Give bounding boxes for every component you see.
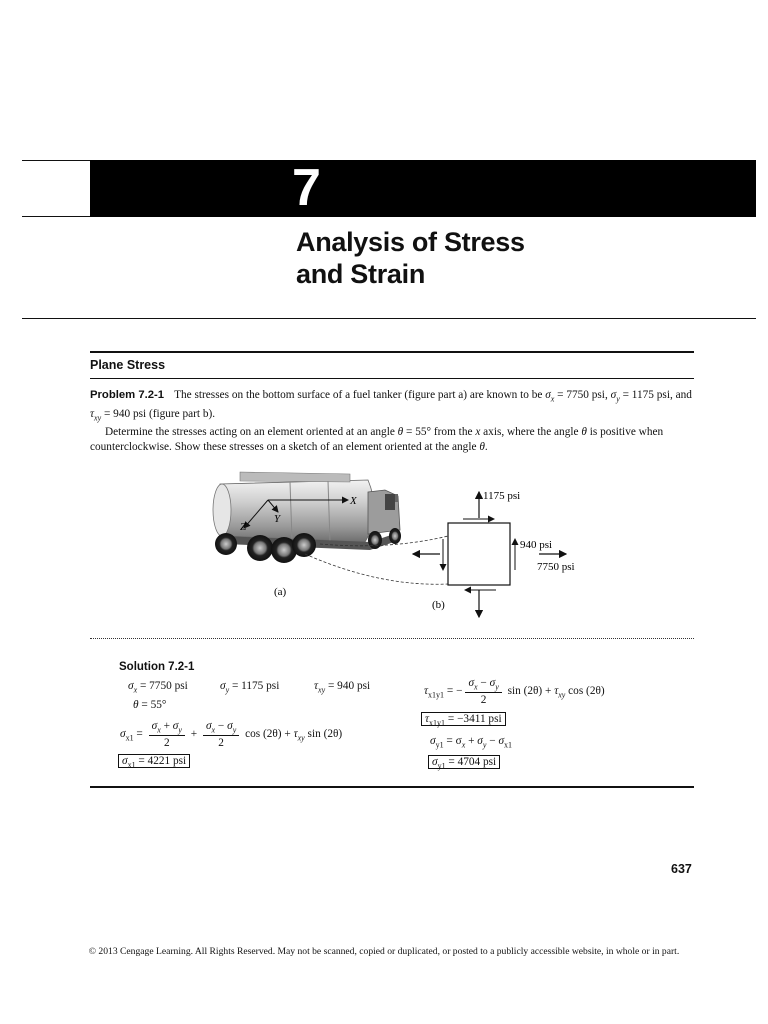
chapter-rule-left-bottom — [22, 216, 90, 217]
fraction-difference: $\frac{\sigma_x - \sigma_y}{2}$ — [203, 720, 239, 749]
problem-paragraph-2 — [90, 425, 694, 454]
copyright-notice: © 2013 Cengage Learning. All Rights Reserved. May not be scanned, copied or duplicated, or posted to a publicly accessible website, in whole or in part. — [88, 946, 680, 957]
problem-statement — [90, 388, 694, 454]
sigma-x1-subscript: x1 — [125, 733, 134, 743]
sigma-x-symbol: $\sigma_x$ — [545, 389, 555, 404]
axis-z-label: Z — [240, 521, 247, 533]
sigma-x-value: 7750 psi — [537, 561, 575, 573]
stress-element — [413, 490, 575, 617]
sigma-y1-result: $\sigma_{y1} = 4704$ psi — [428, 756, 500, 770]
problem-label: Problem 7.2-1 — [90, 389, 165, 401]
fraction-sum: $\frac{\sigma_x + \sigma_y}{2}$ — [149, 720, 185, 749]
problem-text-1c: = 1175 psi, and — [619, 389, 692, 401]
sigma-x1-middle: cos (2θ) + — [242, 728, 294, 741]
given-tau-xy-value: = 940 psi — [325, 680, 371, 692]
chapter-divider — [22, 318, 756, 319]
section-title: Plane Stress — [90, 358, 166, 372]
given-sigma-x-value: = 7750 psi — [137, 680, 188, 692]
chapter-title-line1: Analysis of Stress — [296, 227, 525, 257]
fraction-difference-2: $\frac{\sigma_x - \sigma_y}{2}$ — [465, 677, 501, 706]
element-square — [448, 523, 510, 585]
problem-text-2c: axis, where the angle — [480, 426, 582, 439]
problem-text-1a: The stresses on the bottom surface of a fuel tanker (figure part a) are known to be — [174, 389, 546, 401]
tau-x1y1-subscript: x1y1 — [428, 690, 445, 700]
chapter-title — [296, 226, 525, 290]
tau-x1y1-result: $\tau_{x1y1} = -3411$ psi — [421, 713, 506, 727]
sigma-y-symbol: $\sigma_y$ — [610, 389, 620, 404]
page-number: 637 — [671, 862, 692, 876]
tau-middle: sin (2θ) + — [504, 685, 555, 698]
problem-text-1b: = 7750 psi, — [554, 389, 611, 401]
theta-symbol: θ — [581, 426, 587, 439]
given-sigma-x: $\sigma_x = 7750$ psi — [128, 680, 188, 695]
sigma-y1-equation: $\sigma_{y1} = \sigma_x + \sigma_y - \sigma_{x1}$ — [430, 735, 513, 750]
chapter-title-line2: and Strain — [296, 259, 426, 289]
guide-line-bottom — [305, 554, 448, 584]
section-rule-top — [90, 351, 694, 353]
chapter-banner — [90, 160, 756, 217]
problem-text-2b: = 55° from the — [403, 426, 476, 439]
given-sigma-y: $\sigma_y = 1175$ psi — [220, 680, 280, 695]
problem-text-2a: Determine the stresses acting on an element oriented at an angle — [105, 426, 398, 439]
tau-x1y1-equation: $\tau_{x1y1}$ = − $\frac{\sigma_x - \sigma_y}{2}$ $\sin (2\theta) + \tau_{xy}$ cos (2θ) — [424, 677, 605, 707]
fuel-tanker-illustration — [213, 472, 401, 563]
problem-text-1d: = 940 psi (figure part b). — [101, 407, 216, 420]
tau-x1y1-result-value: = −3411 psi — [445, 713, 502, 725]
problem-paragraph-1 — [90, 388, 694, 425]
problem-figure — [200, 462, 600, 622]
sigma-x1-result-value: = 4221 psi — [135, 755, 187, 767]
sigma-y-value: 1175 psi — [483, 490, 521, 502]
tau-value: 940 psi — [520, 539, 553, 551]
given-theta: θ = 55° — [133, 699, 167, 711]
given-tau-xy: $\tau_{xy} = 940$ psi — [314, 680, 371, 695]
solution-label: Solution 7.2-1 — [119, 661, 195, 673]
figure-label-b: (b) — [432, 599, 445, 611]
axis-y-label: Y — [274, 513, 281, 525]
sigma-x1-end: sin (2θ) — [304, 728, 343, 741]
problem-text-2e: . — [484, 440, 488, 453]
section-rule-bottom — [90, 378, 694, 379]
axis-x-label: X — [350, 495, 357, 507]
figure-label-a: (a) — [274, 586, 287, 598]
chapter-rule-left-top — [22, 160, 90, 161]
sigma-y1-result-value: = 4704 psi — [445, 756, 497, 768]
problem-text-2d: is positive when counterclockwise. Show these stresses on a sketch of an element oriented at the angle — [90, 426, 664, 453]
sigma-x1-equation: $\sigma_{x1}$ = $\frac{\sigma_x + \sigma_y}{2}$ + $\frac{\sigma_x - \sigma_y}{2}$ $\cos (2\theta) + \tau_{xy}$ sin (2θ) — [120, 720, 343, 750]
tau-xy-symbol: $\tau_{xy}$ — [90, 407, 102, 422]
tau-end: cos (2θ) — [565, 685, 605, 698]
given-theta-value: = 55° — [138, 699, 167, 711]
dotted-divider — [90, 638, 694, 639]
sigma-y1-rhs: = σ — [443, 735, 462, 747]
theta-symbol: θ — [479, 440, 485, 453]
theta-symbol: θ — [397, 426, 404, 439]
x-axis-symbol: x — [475, 426, 481, 439]
sigma-x1-result: $\sigma_{x1} = 4221$ psi — [118, 755, 190, 769]
chapter-number: 7 — [292, 159, 321, 217]
given-sigma-y-value: = 1175 psi — [229, 680, 280, 692]
solution-rule-bottom — [90, 786, 694, 788]
